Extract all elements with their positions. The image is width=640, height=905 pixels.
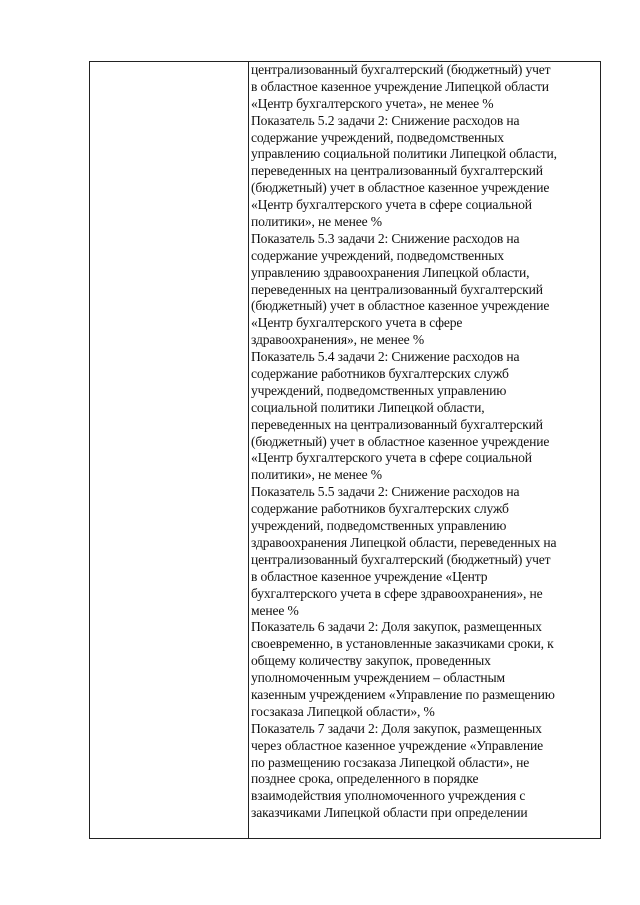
text-line: Показатель 5.5 задачи 2: Снижение расходов на (251, 484, 520, 500)
text-line: содержание учреждений, подведомственных (251, 247, 504, 263)
text-line: (бюджетный) учет в областное казенное учреждение (251, 433, 550, 449)
text-line: «Центр бухгалтерского учета в сфере (251, 315, 463, 331)
text-line: Показатель 7 задачи 2: Доля закупок, размещенных (251, 720, 542, 736)
text-line: здравоохранения Липецкой области, переведенных на (251, 534, 557, 550)
text-line: учреждений, подведомственных управлению (251, 518, 507, 534)
text-line: взаимодействия уполномоченного учреждения с (251, 788, 526, 804)
text-line: политики», не менее % (251, 214, 382, 230)
text-line: госзаказа Липецкой области», % (251, 703, 435, 719)
text-line: заказчиками Липецкой области при определении (251, 805, 528, 821)
text-line: в областное казенное учреждение «Центр (251, 568, 488, 584)
text-line: (бюджетный) учет в областное казенное учреждение (251, 298, 550, 314)
text-line: управлению социальной политики Липецкой области, (251, 146, 557, 162)
text-line: «Центр бухгалтерского учета в сфере социальной (251, 197, 532, 213)
text-line: менее % (251, 602, 299, 618)
text-line: переведенных на централизованный бухгалтерский (251, 281, 543, 297)
text-line: содержание работников бухгалтерских служб (251, 501, 509, 517)
text-line: «Центр бухгалтерского учета», не менее % (251, 95, 494, 111)
text-line: (бюджетный) учет в областное казенное учреждение (251, 180, 550, 196)
text-line: Показатель 5.3 задачи 2: Снижение расходов на (251, 230, 520, 246)
text-line: уполномоченным учреждением – областным (251, 670, 505, 686)
text-line: через областное казенное учреждение «Управление (251, 737, 543, 753)
text-line: переведенных на централизованный бухгалтерский (251, 416, 543, 432)
text-line: централизованный бухгалтерский (бюджетный) учет (251, 551, 551, 567)
text-line: политики», не менее % (251, 467, 382, 483)
document-table (89, 61, 601, 839)
text-line: своевременно, в установленные заказчиками сроки, к (251, 636, 554, 652)
table-left-cell (90, 62, 249, 838)
text-line: по размещению госзаказа Липецкой области», не (251, 754, 530, 770)
text-line: в областное казенное учреждение Липецкой области (251, 78, 549, 94)
text-line: переведенных на централизованный бухгалтерский (251, 163, 543, 179)
table-right-cell (250, 62, 600, 838)
text-line: казенным учреждением «Управление по размещению (251, 686, 555, 702)
text-line: «Центр бухгалтерского учета в сфере социальной (251, 450, 532, 466)
text-line: социальной политики Липецкой области, (251, 399, 485, 415)
text-line: Показатель 6 задачи 2: Доля закупок, размещенных (251, 619, 542, 635)
text-line: Показатель 5.4 задачи 2: Снижение расходов на (251, 349, 520, 365)
text-line: содержание учреждений, подведомственных (251, 129, 504, 145)
text-line: учреждений, подведомственных управлению (251, 382, 507, 398)
text-line: бухгалтерского учета в сфере здравоохранения», не (251, 585, 543, 601)
text-line: управлению здравоохранения Липецкой области, (251, 264, 530, 280)
text-line: централизованный бухгалтерский (бюджетный) учет (251, 62, 551, 77)
text-line: позднее срока, определенного в порядке (251, 771, 479, 787)
text-line: Показатель 5.2 задачи 2: Снижение расходов на (251, 112, 520, 128)
text-line: содержание работников бухгалтерских служб (251, 366, 509, 382)
text-line: общему количеству закупок, проведенных (251, 653, 491, 669)
text-line: здравоохранения», не менее % (251, 332, 424, 348)
